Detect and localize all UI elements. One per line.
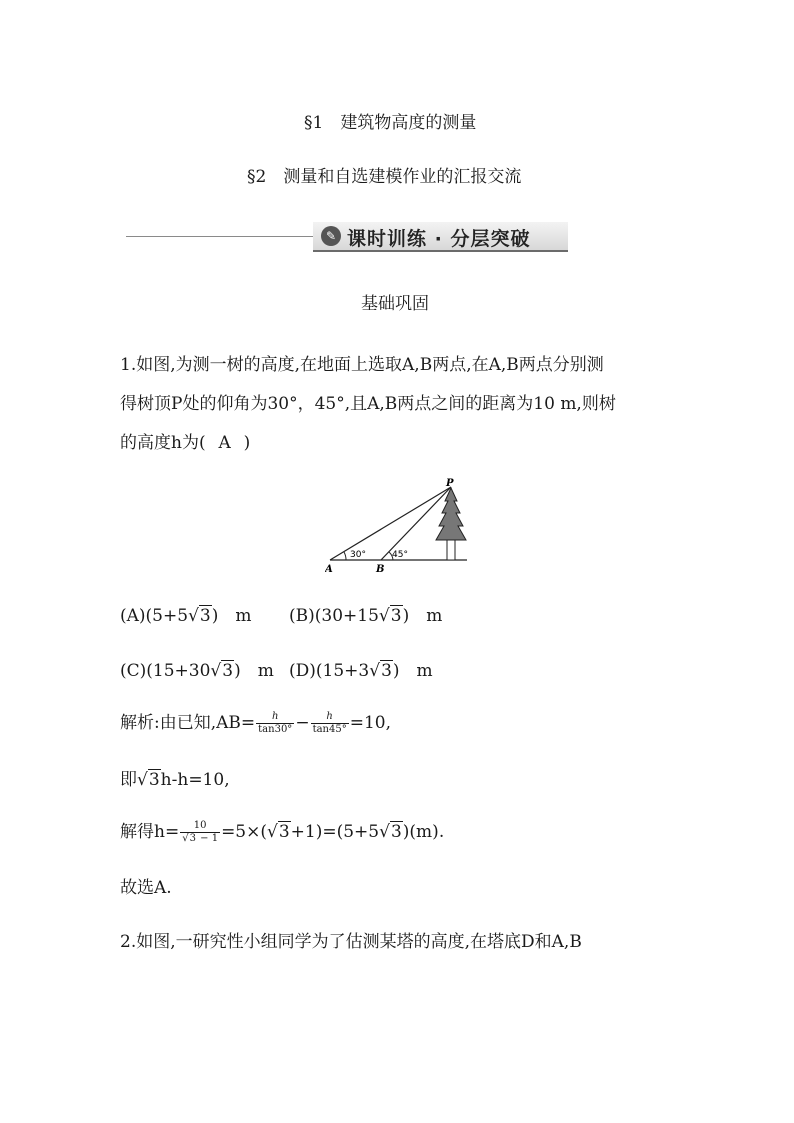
label-b: B [376, 564, 385, 574]
frac2-num: h [326, 711, 333, 722]
option-a-pre: (A)(5+5 [120, 606, 189, 626]
question-2: 2.如图,一研究性小组同学为了估测某塔的高度,在塔底D和A,B [120, 932, 582, 952]
label-p: P [446, 478, 454, 489]
label-a: A [325, 564, 333, 574]
option-b: (B)(30+15√3) m [289, 606, 443, 626]
fraction-10-over-root3-minus-1 [180, 820, 220, 845]
solution-s2-post: h-h=10, [160, 770, 230, 790]
solution-line4: 故选A. [120, 878, 172, 898]
frac2-den: tan45° [312, 724, 347, 735]
q1-line3-post: ) [243, 433, 251, 453]
q1-line2: 得树顶P处的仰角为30°，45°,且A,B两点之间的距离为10 m,则树 [120, 394, 616, 414]
solution-s3-rad2: 3 [390, 822, 402, 842]
banner [313, 222, 568, 252]
section2-title: §2 测量和自选建模作业的汇报交流 [247, 167, 522, 187]
fraction-h-tan45 [311, 711, 349, 736]
option-b-pre: (B)(30+15 [289, 606, 379, 626]
frac3-den-rad: 3 [189, 833, 196, 844]
option-d-rad: 3 [381, 661, 392, 681]
solution-s1-pre: 解析:由已知,AB= [120, 713, 256, 733]
solution-s3-rad1: 3 [278, 822, 290, 842]
q1-line1: 1.如图,为测一树的高度,在地面上选取A,B两点,在A,B两点分别测 [120, 355, 604, 375]
solution-s3-mid2: +1)=(5+5 [290, 822, 380, 842]
q1-answer: A [218, 433, 231, 453]
solution-s3-post: )(m). [402, 822, 445, 842]
question-1 [120, 346, 616, 463]
frac3-num: 10 [193, 820, 207, 831]
option-b-post: ) m [402, 606, 443, 626]
option-a: (A)(5+5√3) m [120, 606, 252, 626]
pen-icon: ✎ [321, 226, 341, 246]
angle-b-label: 45° [392, 550, 408, 560]
subheading: 基础巩固 [361, 294, 429, 314]
option-a-post: ) m [211, 606, 252, 626]
option-d-post: ) m [392, 661, 433, 681]
fraction-h-tan30 [256, 711, 294, 736]
section1-title: §1 建筑物高度的测量 [304, 113, 477, 133]
solution-s2-rad: 3 [148, 770, 160, 790]
frac3-den-post: − 1 [196, 833, 219, 844]
option-c: (C)(15+30√3) m [120, 661, 274, 681]
banner-text: 课时训练 · 分层突破 [347, 228, 531, 250]
frac1-den: tan30° [258, 724, 293, 735]
solution-s1-minus: − [295, 713, 310, 733]
solution-s3-pre: 解得h= [120, 822, 180, 842]
solution-s1-post: =10, [349, 713, 391, 733]
solution-line2: 即√3h-h=10, [120, 770, 230, 790]
frac3-den: √3 − 1 [182, 833, 219, 844]
option-c-pre: (C)(15+30 [120, 661, 211, 681]
angle-a-label: 30° [350, 550, 366, 560]
solution-s2-pre: 即 [120, 770, 137, 790]
solution-s3-mid1: =5×( [221, 822, 267, 842]
option-a-rad: 3 [199, 606, 211, 626]
solution-line3: 解得h= $\frac{10}{√3 - 1}$ =5×(√3+1)=(5+5√3)(m). [120, 820, 445, 844]
option-c-rad: 3 [222, 661, 234, 681]
solution-line1 [120, 708, 391, 738]
q1-line3-pre: 的高度h为( [120, 433, 206, 453]
line-ap [330, 487, 451, 560]
frac1-num: h [272, 711, 279, 722]
figure-tree-angles [325, 474, 475, 574]
arc-a [344, 552, 346, 560]
option-d-pre: (D)(15+3 [289, 661, 370, 681]
option-d: (D)(15+3√3) m [289, 661, 433, 681]
q1-line3 [120, 424, 616, 463]
option-b-rad: 3 [390, 606, 402, 626]
option-c-post: ) m [234, 661, 274, 681]
